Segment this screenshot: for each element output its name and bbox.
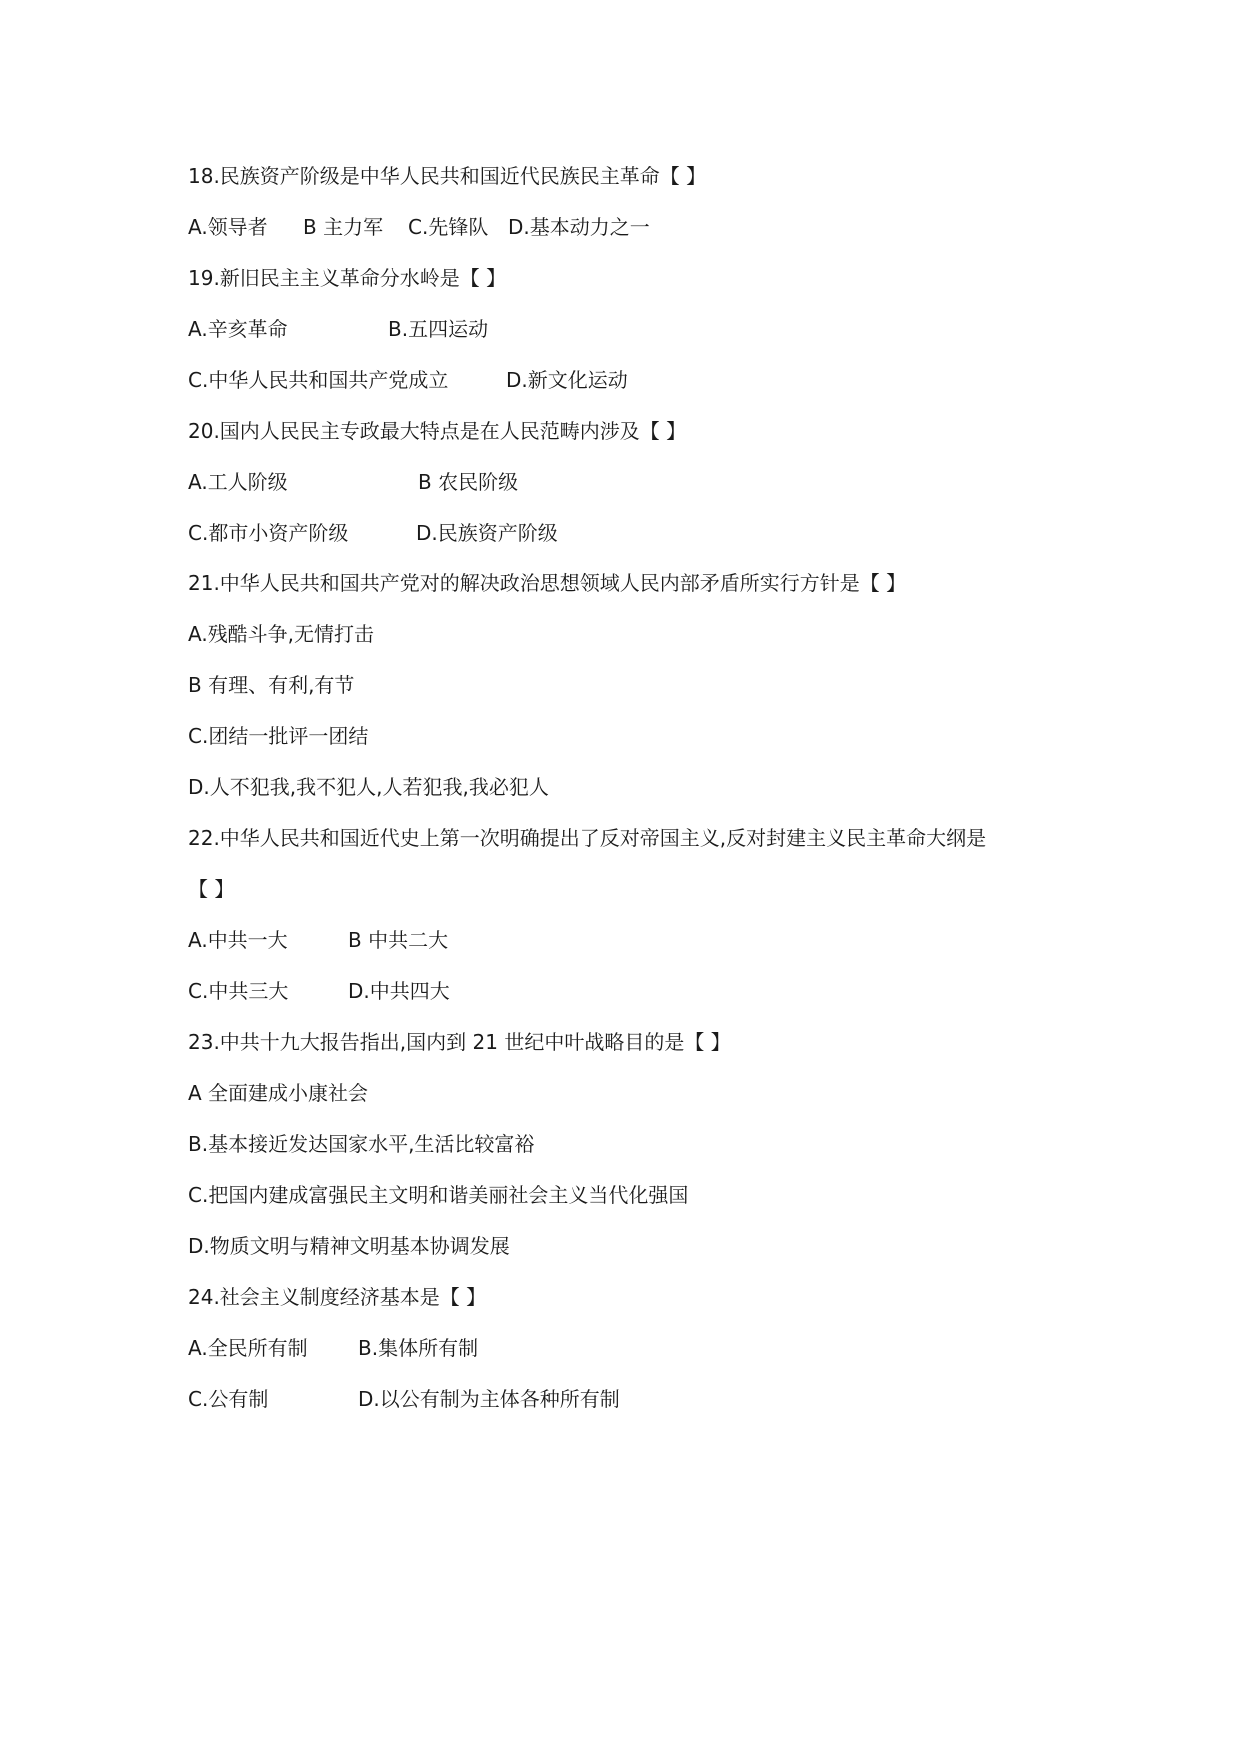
option-a: A.工人阶级 — [188, 470, 288, 494]
option-d: D.新文化运动 — [506, 368, 628, 392]
question-23-option-a: A 全面建成小康社会 — [188, 1081, 369, 1105]
option-b: B.五四运动 — [388, 317, 489, 341]
option-b: B 农民阶级 — [418, 470, 519, 494]
option-a: A.领导者 — [188, 215, 268, 239]
option-d: D.基本动力之一 — [508, 215, 650, 239]
option-a: A.中共一大 — [188, 928, 288, 952]
question-19-stem: 19.新旧民主主义革命分水岭是【 】 — [188, 266, 507, 290]
question-21-option-d: D.人不犯我,我不犯人,人若犯我,我必犯人 — [188, 775, 549, 799]
option-a: A.全民所有制 — [188, 1336, 308, 1360]
question-23-option-b: B.基本接近发达国家水平,生活比较富裕 — [188, 1132, 535, 1156]
question-21-stem: 21.中华人民共和国共产党对的解决政治思想领域人民内部矛盾所实行方针是【 】 — [188, 571, 907, 595]
option-c: C.中华人民共和国共产党成立 — [188, 368, 449, 392]
question-21-option-a: A.残酷斗争,无情打击 — [188, 622, 375, 646]
question-18-stem: 18.民族资产阶级是中华人民共和国近代民族民主革命【 】 — [188, 164, 707, 188]
question-23-option-c: C.把国内建成富强民主文明和谐美丽社会主义当代化强国 — [188, 1183, 689, 1207]
option-c: C.都市小资产阶级 — [188, 521, 349, 545]
option-d: D.民族资产阶级 — [416, 521, 558, 545]
option-d: D.中共四大 — [348, 979, 450, 1003]
option-b: B 主力军 — [303, 215, 384, 239]
option-c: C.先锋队 — [408, 215, 489, 239]
option-a: A.辛亥革命 — [188, 317, 288, 341]
option-b: B 中共二大 — [348, 928, 449, 952]
question-22-stem-continued: 【 】 — [188, 877, 235, 901]
question-24-stem: 24.社会主义制度经济基本是【 】 — [188, 1285, 487, 1309]
option-c: C.公有制 — [188, 1387, 269, 1411]
question-21-option-b: B 有理、有利,有节 — [188, 673, 355, 697]
question-23-option-d: D.物质文明与精神文明基本协调发展 — [188, 1234, 510, 1258]
option-d: D.以公有制为主体各种所有制 — [358, 1387, 620, 1411]
option-b: B.集体所有制 — [358, 1336, 479, 1360]
option-c: C.中共三大 — [188, 979, 289, 1003]
question-20-stem: 20.国内人民民主专政最大特点是在人民范畴内涉及【 】 — [188, 419, 687, 443]
question-22-stem: 22.中华人民共和国近代史上第一次明确提出了反对帝国主义,反对封建主义民主革命大纲是 — [188, 826, 987, 850]
question-21-option-c: C.团结一批评一团结 — [188, 724, 369, 748]
question-23-stem: 23.中共十九大报告指出,国内到 21 世纪中叶战略目的是【 】 — [188, 1030, 731, 1054]
